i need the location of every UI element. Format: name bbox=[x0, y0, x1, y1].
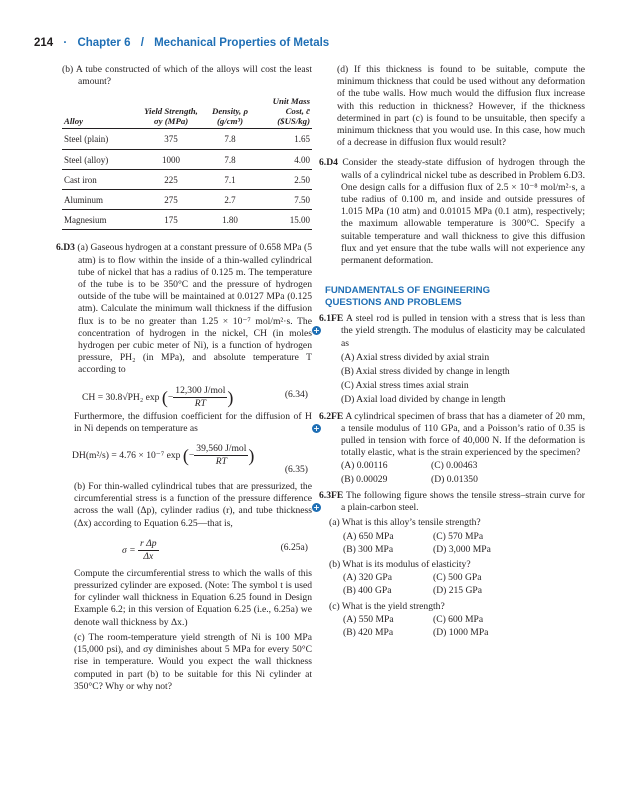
problem-6-1fe bbox=[313, 313, 585, 406]
answer-option: (B) 420 MPa bbox=[343, 626, 394, 638]
table-row bbox=[62, 169, 312, 189]
problem-6-2fe-text: A cylindrical specimen of brass that has a diameter of 20 mm, a tensile modulus of 110 GPa, and a Poisson’s ratio of 0.35 is pulled in tension with force of 40,000 N. If the deformation is totally elastic, what is the strain experienced by the specimen? bbox=[341, 410, 585, 459]
answer-option-row bbox=[325, 572, 585, 584]
table-row bbox=[62, 190, 312, 210]
answer-option: (A) 320 GPa bbox=[343, 572, 393, 584]
cell-alloy: Magnesium bbox=[64, 215, 107, 226]
problem-6-3fe bbox=[313, 489, 585, 639]
col-header-cost: Unit Mass Cost, c̄ ($US/kg) bbox=[272, 96, 310, 127]
cell-density: 7.8 bbox=[224, 134, 236, 145]
cell-cost: 4.00 bbox=[294, 154, 310, 165]
cell-cost: 1.65 bbox=[294, 134, 310, 145]
problem-6d4-label: 6.D4 bbox=[319, 157, 338, 169]
chapter-title: Mechanical Properties of Metals bbox=[154, 37, 330, 49]
furthermore-text: Furthermore, the diffusion coefficient for the diffusion of H in Ni depends on temperature as bbox=[74, 410, 312, 434]
col-header-yield: Yield Strength, σy (MPa) bbox=[144, 106, 198, 127]
equation-6-34 bbox=[62, 379, 312, 409]
cell-density: 7.1 bbox=[224, 174, 236, 185]
equation-6-35-body: DH(m²/s) = 4.76 × 10⁻⁷ exp (− $\frac{\text{39,560 J/mol}}{RT}$ ) bbox=[72, 443, 255, 468]
equation-6-34-numerator: 12,300 J/mol bbox=[173, 385, 227, 398]
equation-6-25a-denominator: Δx bbox=[143, 551, 154, 563]
section-title-line-2: QUESTIONS AND PROBLEMS bbox=[325, 297, 462, 309]
answer-option: (A) 650 MPa bbox=[343, 530, 394, 542]
section-title-line-1: FUNDAMENTALS OF ENGINEERING bbox=[325, 285, 491, 297]
paren-close: ) bbox=[248, 445, 255, 466]
alloy-table-header bbox=[62, 96, 312, 129]
part-b-question: (b) A tube constructed of which of the alloys will cost the least amount? bbox=[62, 64, 312, 88]
answer-option: (C) 570 MPa bbox=[433, 530, 484, 542]
problem-6d3-text: (a) Gaseous hydrogen at a constant pressure of 0.658 MPa (5 atm) is to flow within the inside of a thin-walled cylindrical tube of nickel that has a radius of 0.125 m. The temperature of the tube is to be 350°C and the pressure of hydrogen outside of the tube will be maintained at 0.0127 MPa (0.125 atm). Calculate the minimum wall thickness if the diffusion flux is to be no greater than 1.25 × 10⁻⁷ mol/m²·s. The concentration of hydrogen in the nickel, CH (in moles hydrogen per cubic meter of Ni), is a function of hydrogen pressure, PH₂ (in MPa), and absolute temperature T according to bbox=[77, 242, 313, 376]
answer-option: (D) 3,000 MPa bbox=[433, 543, 491, 555]
answer-option: (D) 215 GPa bbox=[433, 585, 483, 597]
problem-6-1fe-stem bbox=[319, 313, 585, 350]
equation-6-34-fraction bbox=[173, 385, 227, 410]
section-title bbox=[325, 285, 585, 309]
header-bullet: · bbox=[63, 37, 68, 49]
header-slash: / bbox=[140, 37, 144, 49]
cell-yield: 175 bbox=[164, 215, 178, 226]
cell-yield: 375 bbox=[164, 134, 178, 145]
answer-option: (A) Axial stress divided by axial strain bbox=[341, 351, 490, 363]
alloy-table bbox=[62, 96, 312, 230]
answer-option-row bbox=[325, 474, 585, 486]
chapter-label: Chapter 6 bbox=[77, 37, 131, 49]
answer-option-row bbox=[325, 627, 585, 639]
sub-question-c: (c) What is the yield strength? bbox=[329, 600, 445, 612]
table-row bbox=[62, 129, 312, 149]
sub-question-b: (b) What is its modulus of elasticity? bbox=[329, 558, 471, 570]
answer-option-row bbox=[325, 544, 585, 556]
equation-6-35-numerator: 39,560 J/mol bbox=[194, 443, 248, 456]
col-header-alloy: Alloy bbox=[64, 116, 84, 127]
sub-question-a: (a) What is this alloy’s tensile strength? bbox=[329, 517, 481, 529]
equation-6-25a-body bbox=[122, 538, 159, 563]
equation-6-34-denominator: RT bbox=[194, 397, 206, 409]
equation-6-35-lhs: DH(m²/s) = 4.76 × 10⁻⁷ exp bbox=[72, 449, 181, 461]
problem-6-1fe-label: 6.1FE bbox=[319, 313, 344, 325]
equation-6-35-denominator: RT bbox=[215, 456, 227, 468]
plus-icon: + bbox=[313, 502, 320, 512]
cell-alloy: Cast iron bbox=[64, 174, 97, 185]
answer-option: (D) 1000 MPa bbox=[433, 626, 489, 638]
col-header-density: Density, ρ (g/cm³) bbox=[212, 106, 248, 127]
problem-6d3 bbox=[56, 242, 313, 376]
answer-option: (C) 600 MPa bbox=[433, 613, 484, 625]
equation-6-35 bbox=[62, 437, 312, 477]
answer-option: (D) Axial load divided by change in length bbox=[341, 394, 506, 406]
answer-option: (B) 0.00029 bbox=[341, 473, 388, 485]
problem-6-2fe-stem bbox=[319, 410, 585, 460]
cell-yield: 225 bbox=[164, 174, 178, 185]
problem-6d4 bbox=[319, 157, 585, 267]
answer-option: (C) Axial stress times axial strain bbox=[341, 380, 469, 392]
answer-option: (C) 500 GPa bbox=[433, 572, 482, 584]
paren-close: ) bbox=[227, 387, 234, 408]
problem-6d3-label: 6.D3 bbox=[56, 242, 75, 254]
part-c-text: (c) The room-temperature yield strength of Ni is 100 MPa (15,000 psi), and σy diminishes about 5 MPa for every 50°C rise in temperature. Would you expect the wall thickness computed in part (b) to be suitable for this Ni cylinder at 350°C? Why or why not? bbox=[74, 631, 312, 692]
cell-density: 1.80 bbox=[222, 215, 238, 226]
problem-6-3fe-stem bbox=[319, 489, 585, 514]
equation-6-35-label: (6.35) bbox=[284, 464, 308, 476]
answer-option: (A) 0.00116 bbox=[341, 460, 388, 472]
problem-6-3fe-label: 6.3FE bbox=[319, 489, 344, 501]
problem-6-2fe bbox=[313, 410, 585, 486]
equation-6-35-fraction bbox=[194, 443, 248, 468]
equation-6-34-label: (6.34) bbox=[284, 388, 308, 400]
page-number: 214 bbox=[34, 37, 54, 49]
right-column bbox=[313, 64, 585, 640]
paren-open: ( bbox=[161, 387, 168, 408]
cell-cost: 7.50 bbox=[294, 195, 310, 206]
problem-6-1fe-text: A steel rod is pulled in tension with a stress that is less than the yield strength. The modulus of elasticity may be calculated as bbox=[341, 313, 585, 349]
answer-option: (B) 400 GPa bbox=[343, 585, 392, 597]
answer-option: (C) 0.00463 bbox=[431, 460, 478, 472]
cell-alloy: Steel (plain) bbox=[64, 134, 109, 145]
equation-6-25a-numerator: r Δp bbox=[138, 538, 159, 551]
cell-cost: 2.50 bbox=[294, 174, 310, 185]
plus-icon: + bbox=[313, 423, 320, 433]
cell-density: 2.7 bbox=[224, 195, 236, 206]
part-d-text: (d) If this thickness is found to be suitable, compute the minimum thickness that could be used without any deformation of the tube walls. How much would the diffusion flux increase with this reduction in thickness? However, if the thickness determined in part (c) is found to be unsuitable, then specify a minimum thickness that you would use. In this case, how much of a decrease in diffusion flux would result? bbox=[337, 64, 585, 149]
answer-option-row bbox=[325, 460, 585, 472]
equation-6-34-body: CH = 30.8√PH₂ exp (− $\frac{\text{12,300 J/mol}}{RT}$ ) bbox=[82, 384, 234, 409]
answer-option-row bbox=[325, 614, 585, 626]
problem-6-3fe-text: The following figure shows the tensile stress–strain curve for a plain-carbon steel. bbox=[341, 489, 585, 514]
equation-6-25a-lhs: σ = bbox=[122, 544, 136, 556]
equation-6-25a bbox=[62, 532, 312, 566]
answer-option: (B) 300 MPa bbox=[343, 543, 394, 555]
cell-density: 7.8 bbox=[224, 154, 236, 165]
compute-text: Compute the circumferential stress to which the walls of this pressurized cylinder are exposed. (Note: The symbol t is used for cylinder wall thickness in Equation 6.25 found in Design Example 6.2; in this version of Equation 6.25 (i.e., 6.25a) we denote wall thickness by Δx.) bbox=[74, 567, 312, 628]
equation-6-34-lhs: CH = 30.8√PH₂ exp bbox=[82, 391, 160, 403]
plus-icon: + bbox=[313, 326, 320, 336]
cell-alloy: Aluminum bbox=[64, 195, 104, 206]
cell-cost: 15.00 bbox=[289, 215, 310, 226]
answer-option: (B) Axial stress divided by change in length bbox=[341, 366, 510, 378]
answer-option: (A) 550 MPa bbox=[343, 613, 394, 625]
part-b-stress: (b) For thin-walled cylindrical tubes that are pressurized, the circumferential stress is a function of the pressure difference across the wall (Δp), cylinder radius (r), and tube thickness (Δx) according to Equation 6.25—that is, bbox=[74, 481, 312, 529]
table-row bbox=[62, 149, 312, 169]
answer-option-row bbox=[325, 585, 585, 597]
answer-option: (D) 0.01350 bbox=[431, 473, 478, 485]
cell-yield: 275 bbox=[164, 195, 178, 206]
equation-6-25a-fraction bbox=[138, 538, 159, 563]
answer-option-row bbox=[325, 531, 585, 543]
paren-open: ( bbox=[182, 445, 189, 466]
equation-6-25a-label: (6.25a) bbox=[280, 541, 308, 553]
running-header bbox=[34, 37, 614, 55]
cell-yield: 1000 bbox=[162, 154, 180, 165]
problem-6-2fe-label: 6.2FE bbox=[319, 410, 344, 422]
left-column bbox=[56, 64, 313, 693]
problem-6d4-text: Consider the steady-state diffusion of hydrogen through the walls of a cylindrical nickel tube as described in Problem 6.D3. One design calls for a diffusion flux of 2.5 × 10⁻⁸ mol/m²·s, a tube radius of 0.100 m, and inside and outside pressures of 1.015 MPa (10 atm) and 0.01015 MPa (0.1 atm), respectively; the maximum allowable temperature is 300°C. Specify a suitable temperature and wall thickness to give this diffusion flux and yet ensure that the tube walls will not experience any permanent deformation. bbox=[341, 157, 585, 267]
table-row bbox=[62, 210, 312, 230]
cell-alloy: Steel (alloy) bbox=[64, 154, 109, 165]
